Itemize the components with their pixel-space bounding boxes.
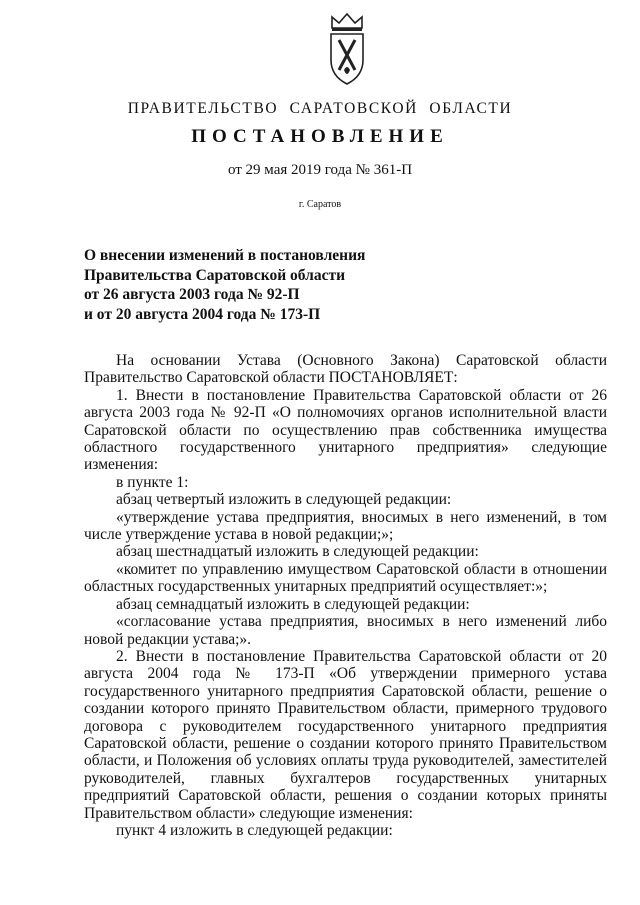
body-paragraph: абзац семнадцатый изложить в следующей редакции: — [116, 595, 470, 613]
body-paragraph: «утверждение устава предприятия, вносимых в него изменений, в том числе утверждение устава в новой редакции;»; — [84, 508, 607, 544]
document-type: ПОСТАНОВЛЕНИЕ — [191, 126, 449, 147]
body-paragraph: На основании Устава (Основного Закона) Саратовской области Правительство Саратовской области ПОСТАНОВЛЯЕТ: — [84, 352, 607, 387]
subject-line: Правительства Саратовской области — [84, 266, 345, 284]
body-paragraph: абзац четвертый изложить в следующей редакции: — [116, 491, 452, 509]
subject-line: О внесении изменений в постановления — [84, 247, 366, 264]
body-paragraph: в пункте 1: — [116, 473, 189, 491]
body-paragraph: пункт 4 изложить в следующей редакции: — [116, 821, 393, 839]
subject-line: и от 20 августа 2004 года № 173-П — [84, 305, 321, 323]
organization-name: ПРАВИТЕЛЬСТВО САРАТОВСКОЙ ОБЛАСТИ — [127, 100, 513, 117]
body-paragraph: 2. Внести в постановление Правительства Саратовской области от 20 августа 2004 года № 173-П «Об утверждении примерного устава государственного унитарного предприятия Саратовской области, решение о создании которого принято Правительством области, примерного трудового договора с руководителем государственного унитарного предприятия Саратовской области, решение о создании которого принято Правительством области, и Положения об условиях оплаты труда руководителей, заместителей руководителей, главных бухгалтеров государственных унитарных предприятий Саратовской области, решения о создании которых приняты Правительством области» следующие изменения: — [84, 647, 607, 822]
subject-line: от 26 августа 2003 года № 92-П — [84, 286, 300, 303]
document-body — [84, 352, 607, 839]
body-paragraph: «согласование устава предприятия, вносимых в него изменений либо новой редакции устава;». — [84, 613, 607, 648]
body-paragraph: «комитет по управлению имуществом Саратовской области в отношении областных государственных унитарных предприятий осуществляет:»; — [84, 560, 607, 596]
document-date-number: от 29 мая 2019 года № 361-П — [227, 162, 413, 178]
body-paragraph: 1. Внести в постановление Правительства Саратовской области от 26 августа 2003 года № 92-П «О полномочиях органов исполнительной власти Саратовской области по осуществлению прав собственника имущества областного государственного унитарного предприятия» следующие изменения: — [84, 386, 607, 474]
body-paragraph: абзац шестнадцатый изложить в следующей редакции: — [116, 543, 479, 561]
coat-of-arms-emblem — [327, 12, 367, 86]
document-city: г. Саратов — [298, 199, 342, 210]
document-subject — [84, 246, 484, 324]
